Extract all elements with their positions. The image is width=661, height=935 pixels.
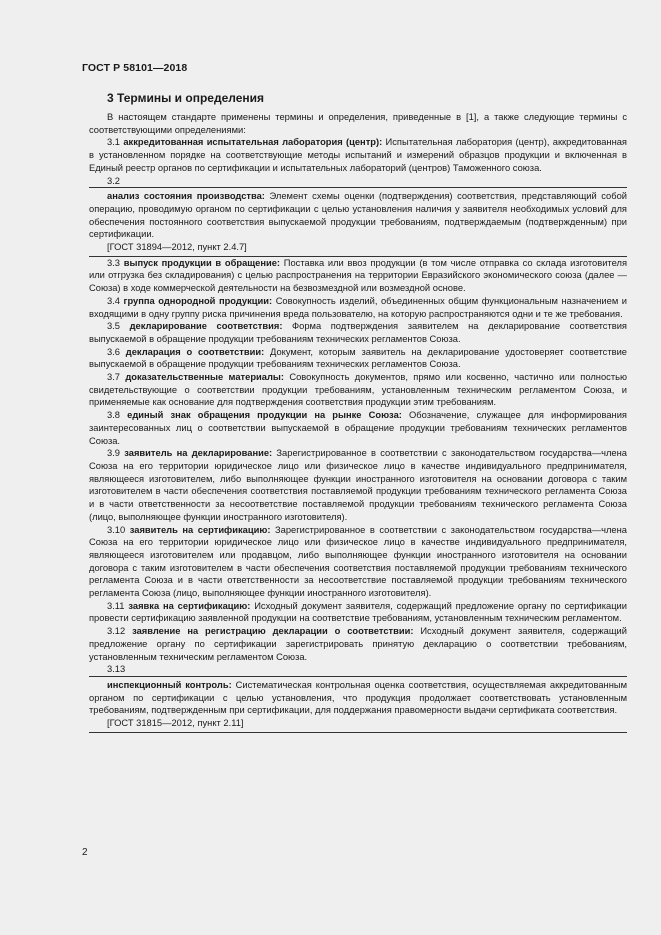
term-3-2-number: 3.2 [107, 175, 120, 186]
term-3-7: 3.7 доказательственные материалы: Совокупность документов, прямо или косвенно, частично или полностью свидетельствующие о соответствии продукции требованиям, установленным техническим регламентом Союза, и применяемые как основание для подтверждения соответствия продукции этим требованиям. [89, 372, 627, 408]
term-3-2-reference: [ГОСТ 31894—2012, пункт 2.4.7] [107, 242, 247, 253]
term-3-11: 3.11 заявка на сертификацию: Исходный документ заявителя, содержащий предложение органу по сертификации провести сертификацию заявленной продукции на соответствие требованиям, установленным техническим регламентом. [89, 600, 627, 624]
term-3-6: 3.6 декларация о соответствии: Документ, которым заявитель на декларирование удостоверяет соответствие выпускаемой в обращение продукции требованиям технических регламентов Союза. [89, 346, 627, 370]
term-3-2: анализ состояния производства: Элемент схемы оценки (подтверждения) соответствия, представляющий собой операцию, проводимую органом по сертификации с целью установления наличия у заявителя необходимых условий для обеспечения постоянного соответствия выпускаемой продукции требованиям, подтверждаемым (подтвержденным) при сертификации. [89, 191, 627, 240]
term-3-9: 3.9 заявитель на декларирование: Зарегистрированное в соответствии с законодательством государства—члена Союза на его территории юридическое лицо или физическое лицо в качестве индивидуального предпринимателя, являющееся изготовителем, либо выполняющее функции иностранного изготовителя на основании договора с таким изготовителем в части обеспечения соответствия поставляемой продукции требованиям технического регламента Союза и в части ответственности за несоответствие поставляемой продукции требованиям технического регламента Союза (лицо, выполняющее функции иностранного изготовителя). [89, 448, 627, 522]
term-3-13: инспекционный контроль: Систематическая контрольная оценка соответствия, осуществляемая аккредитованным органом по сертификации с целью установления, что продукция продолжает соответствовать установленным требованиям, подтвержденным при сертификации, для поддержания правомерности выдачи сертификата соответствия. [89, 679, 628, 716]
section-title: 3 Термины и определения [107, 91, 265, 105]
intro-paragraph: В настоящем стандарте применены термины и определения, приведенные в [1], а также следующие термины с соответствующими определениями: [89, 112, 627, 135]
term-3-5: 3.5 декларирование соответствия: Форма подтверждения заявителем на декларирование соответствия выпускаемой в обращение продукции требованиям технических регламентов Союза. [89, 321, 627, 344]
term-3-13-number: 3.13 [107, 664, 126, 675]
term-3-12: 3.12 заявление на регистрацию декларации о соответствии: Исходный документ заявителя, содержащий предложение органу по сертификации зарегистрировать принятую декларацию о соответствии требованиям, установленным техническим регламентом Союза. [89, 626, 627, 662]
quoted-definition-box [89, 187, 627, 257]
quoted-definition-box [89, 676, 627, 733]
term-3-13-reference: [ГОСТ 31815—2012, пункт 2.11] [107, 718, 244, 729]
term-3-8: 3.8 единый знак обращения продукции на рынке Союза: Обозначение, служащее для информирования заинтересованных лиц о соответствии выпускаемой в обращение продукции требованиям технических регламентов Союза. [89, 410, 627, 446]
document-header: ГОСТ Р 58101—2018 [82, 62, 188, 74]
page-number: 2 [82, 847, 88, 858]
term-3-1: 3.1 аккредитованная испытательная лаборатория (центр): Испытательная лаборатория (центр), аккредитованная в установленном порядке на соответствующие методы испытаний и измерений образцов продукции и включенная в Единый реестр органов по сертификации и испытательных лабораторий (центров) Таможенного союза. [89, 137, 627, 173]
term-3-10: 3.10 заявитель на сертификацию: Зарегистрированное в соответствии с законодательством государства—члена Союза на его территории юридическое лицо или физическое лицо в качестве индивидуального предпринимателя, являющееся изготовителем или продавцом, либо выполняющее функции иностранного изготовителя на основании договора с таким изготовителем в части обеспечения соответствия поставляемой продукции требованиям технического регламента Союза и в части ответственности за несоответствие поставляемой продукции требованиям технического регламента Союза (лицо, выполняющее функции иностранного изготовителя). [89, 524, 627, 599]
document-body [89, 90, 627, 733]
term-3-4: 3.4 группа однородной продукции: Совокупность изделий, объединенных общим функциональным назначением и входящими в одну группу риска причинения вреда пользователю, на которую распространяются одни и те же требования. [89, 295, 628, 319]
term-3-3: 3.3 выпуск продукции в обращение: Поставка или ввоз продукции (в том числе отправка со склада изготовителя или отгрузка без складирования) с целью распространения на территории Евразийского экономического союза (далее — Союза) в ходе коммерческой деятельности на безвозмездной или возмездной основе. [89, 257, 628, 294]
